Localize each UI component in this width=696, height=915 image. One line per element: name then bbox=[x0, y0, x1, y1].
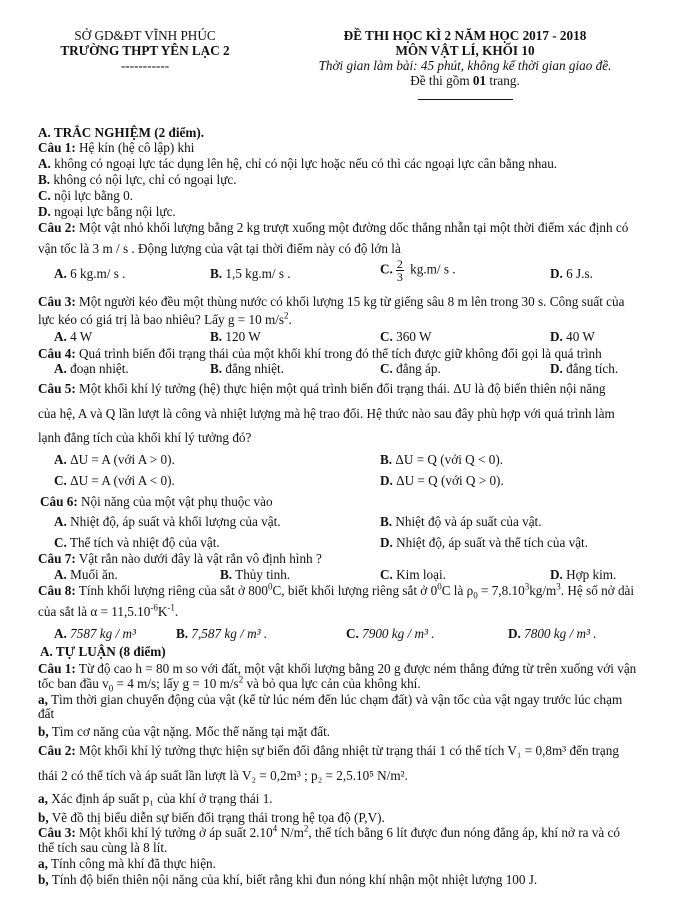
option-key: D. bbox=[508, 626, 521, 641]
q5-option-a bbox=[54, 452, 175, 467]
q3-option-c bbox=[380, 329, 431, 344]
essay-q3-text: N/m bbox=[277, 825, 304, 840]
part-key: b, bbox=[38, 810, 49, 825]
q1-option-c bbox=[38, 188, 133, 203]
superscript: 0 bbox=[437, 581, 442, 592]
q2-option-c bbox=[380, 258, 456, 283]
essay-q1-label: Câu 1: bbox=[38, 661, 76, 676]
option-text: ΔU = A (với A < 0). bbox=[66, 473, 175, 488]
q5-text-line1: Một khối khí lý tưởng (hệ) thực hiện một quá trình biến đổi trạng thái. ΔU là độ biến thiên nội năng bbox=[75, 381, 606, 396]
q2-option-a bbox=[54, 266, 125, 281]
option-key: D. bbox=[550, 361, 563, 376]
question-8 bbox=[38, 581, 635, 601]
option-text: 1,5 kg.m/ s . bbox=[222, 266, 291, 281]
q8-text: Tính khối lượng riêng của sắt ở 800 bbox=[75, 583, 268, 598]
part-text: Tìm cơ năng của vật nặng. Mốc thế năng tại mặt đất. bbox=[48, 724, 331, 739]
superscript: 2 bbox=[303, 823, 309, 834]
essay-q2-text: Một khối khí lý tưởng thực hiện sự biến đổi đẳng nhiệt từ trạng thái 1 có thể tích V₁ = 0,8m³ đến trạng bbox=[75, 743, 619, 758]
option-key: D. bbox=[550, 329, 563, 344]
q6-option-b bbox=[380, 514, 542, 529]
q3-label: Câu 3: bbox=[38, 294, 76, 309]
essay-q2-part-b bbox=[38, 810, 385, 825]
option-text: 6 J.s. bbox=[562, 266, 593, 281]
q7-option-b bbox=[220, 567, 290, 582]
q3-option-b bbox=[210, 329, 261, 344]
exam-pages bbox=[300, 73, 630, 88]
q8-text: . Hệ số nở dài bbox=[560, 583, 635, 598]
option-key: A. bbox=[54, 626, 67, 641]
q4-label: Câu 4: bbox=[38, 346, 76, 361]
option-key: C. bbox=[54, 473, 67, 488]
superscript: 0 bbox=[268, 581, 273, 592]
question-6 bbox=[40, 494, 273, 509]
subscript: 0 bbox=[108, 683, 114, 694]
option-key: A. bbox=[38, 156, 51, 171]
option-text: 4 W bbox=[66, 329, 93, 344]
part-text: Tính độ biến thiên nội năng của khí, biết rằng khi đun nóng khí nhận một nhiệt lượng 100 J. bbox=[48, 872, 538, 887]
q8-text: C là ρ bbox=[441, 583, 474, 598]
part-key: b, bbox=[38, 724, 49, 739]
part-key: a, bbox=[38, 856, 48, 871]
department-name: SỞ GD&ĐT VĨNH PHÚC bbox=[74, 28, 216, 43]
header-right bbox=[300, 28, 630, 103]
part-key: a, bbox=[38, 692, 48, 707]
superscript: 3 bbox=[556, 581, 561, 592]
q8-text: K bbox=[157, 604, 168, 619]
option-text: đẳng tích. bbox=[562, 361, 619, 376]
part-key: b, bbox=[38, 872, 49, 887]
option-key: B. bbox=[380, 452, 393, 467]
option-key: D. bbox=[380, 535, 393, 550]
question-4 bbox=[38, 346, 602, 361]
question-1 bbox=[38, 140, 194, 155]
option-key: A. bbox=[54, 329, 67, 344]
q3-text-end: . bbox=[288, 312, 292, 327]
q2-option-b bbox=[210, 266, 291, 281]
essay-q2-label: Câu 2: bbox=[38, 743, 76, 758]
q1-option-d bbox=[38, 204, 176, 219]
option-text: 6 kg.m/ s . bbox=[66, 266, 126, 281]
header-left bbox=[40, 28, 250, 73]
q8-option-c bbox=[346, 626, 435, 641]
essay-q3-text: , thể tích bằng 6 lít được đun nóng đẳng áp, khí nở ra và có bbox=[308, 825, 620, 840]
essay-q1-text: Từ độ cao h = 80 m so với đất, một vật khối lượng bằng 20 g được ném thẳng đứng từ trên xuống với vận bbox=[75, 661, 637, 676]
part-text: Tìm thời gian chuyển động của vật (kể từ lúc ném đến lúc chạm đất) và vận tốc của vật ngay trước lúc chạm bbox=[47, 692, 623, 707]
option-text: Nhiệt độ và áp suất của vật. bbox=[392, 514, 542, 529]
option-key: D. bbox=[380, 473, 393, 488]
superscript: -1 bbox=[167, 602, 175, 613]
essay-q3-part-a bbox=[38, 856, 216, 871]
q5-text-line2: của hệ, A và Q lần lượt là công và nhiệt lượng mà hệ trao đổi. Hệ thức nào sau đây phù hợp với quá trình làm bbox=[38, 406, 615, 421]
option-key: A. bbox=[54, 266, 67, 281]
q3-option-d bbox=[550, 329, 595, 344]
q7-text: Vật rắn nào dưới đây là vật rắn vô định hình ? bbox=[75, 551, 322, 566]
option-key: A. bbox=[54, 514, 67, 529]
q8-option-a bbox=[54, 626, 136, 641]
question-7 bbox=[38, 551, 322, 566]
q6-option-c bbox=[54, 535, 220, 550]
option-key: C. bbox=[38, 188, 51, 203]
option-key: C. bbox=[54, 535, 67, 550]
q6-option-d bbox=[380, 535, 588, 550]
option-text: không có nội lực, chỉ có ngoại lực. bbox=[50, 172, 237, 187]
q6-option-a bbox=[54, 514, 281, 529]
q8-text-line2 bbox=[38, 604, 178, 619]
option-text: Nhiệt độ, áp suất và thể tích của vật. bbox=[392, 535, 589, 550]
option-text: 7900 kg / m³ . bbox=[358, 626, 435, 641]
option-key: B. bbox=[210, 361, 223, 376]
essay-question-2 bbox=[38, 743, 619, 758]
option-key: B. bbox=[176, 626, 189, 641]
essay-q1-part-a-cont: đất bbox=[38, 706, 55, 721]
option-key: B. bbox=[210, 266, 223, 281]
q4-option-a bbox=[54, 361, 129, 376]
q7-option-c bbox=[380, 567, 446, 582]
option-key: B. bbox=[220, 567, 233, 582]
essay-question-1 bbox=[38, 661, 636, 676]
option-text: Nhiệt độ, áp suất và khối lượng của vật. bbox=[66, 514, 281, 529]
essay-q3-text: Một khối khí lý tưởng ở áp suất 2.10 bbox=[75, 825, 273, 840]
q1-label: Câu 1: bbox=[38, 140, 76, 155]
essay-q2-line2: thái 2 có thể tích và áp suất lần lượt là V₂ = 0,2m³ ; p₂ = 2,5.10⁵ N/m². bbox=[38, 768, 408, 783]
essay-q1-text: và bỏ qua lực cản của không khí. bbox=[243, 676, 421, 691]
q8-option-d bbox=[508, 626, 597, 641]
exam-title: ĐỀ THI HỌC KÌ 2 NĂM HỌC 2017 - 2018 bbox=[343, 28, 587, 43]
q5-option-b bbox=[380, 452, 503, 467]
exam-subject: MÔN VẬT LÍ, KHỐI 10 bbox=[395, 43, 535, 58]
part-key: a, bbox=[38, 791, 48, 806]
part-text: Vẽ đồ thị biểu diễn sự biến đổi trạng thái trong hệ tọa độ (P,V). bbox=[48, 810, 385, 825]
option-text: 360 W bbox=[392, 329, 432, 344]
option-text: Thể tích và nhiệt độ của vật. bbox=[66, 535, 220, 550]
q3-text-line2 bbox=[38, 312, 292, 327]
essay-q1-text: tốc ban đầu v bbox=[38, 676, 109, 691]
essay-q3-line2: thể tích sau cùng là 8 lít. bbox=[38, 840, 168, 855]
q7-option-d bbox=[550, 567, 616, 582]
option-key: A. bbox=[54, 567, 67, 582]
q1-option-a bbox=[38, 156, 557, 171]
essay-q3-label: Câu 3: bbox=[38, 825, 76, 840]
q6-text: Nội năng của một vật phụ thuộc vào bbox=[77, 494, 273, 509]
option-text: 7587 kg / m³ bbox=[66, 626, 136, 641]
option-text: đoạn nhiệt. bbox=[66, 361, 129, 376]
q8-text: của sắt là α = 11,5.10 bbox=[38, 604, 151, 619]
superscript: 3 bbox=[524, 581, 530, 592]
q7-option-a bbox=[54, 567, 118, 582]
option-text: ΔU = Q (với Q > 0). bbox=[392, 473, 504, 488]
subscript: 0 bbox=[473, 590, 478, 601]
part-text: Tính công mà khí đã thực hiện. bbox=[47, 856, 216, 871]
q4-option-b bbox=[210, 361, 284, 376]
section-b-heading: A. TỰ LUẬN (8 điểm) bbox=[40, 644, 166, 659]
essay-q1-text: = 4 m/s; lấy g = 10 m/s bbox=[113, 676, 239, 691]
option-key: C. bbox=[380, 261, 393, 277]
option-key: A. bbox=[54, 452, 67, 467]
q3-text: lực kéo có giá trị là bao nhiêu? Lấy g = 10 m/s bbox=[38, 312, 285, 327]
option-text: 120 W bbox=[222, 329, 261, 344]
superscript: 4 bbox=[272, 823, 278, 834]
q2-text-line2: vận tốc là 3 m / s . Động lượng của vật tại thời điểm này có độ lớn là bbox=[38, 241, 401, 256]
q5-option-d bbox=[380, 473, 504, 488]
q8-label: Câu 8: bbox=[38, 583, 76, 598]
option-text: 40 W bbox=[562, 329, 595, 344]
part-text: Xác định áp suất p₁ của khí ở trạng thái 1. bbox=[47, 791, 273, 806]
option-key: C. bbox=[380, 361, 393, 376]
exam-time-note: Thời gian làm bài: 45 phút, không kể thời gian giao đề. bbox=[318, 58, 612, 73]
option-key: D. bbox=[550, 266, 563, 281]
option-key: A. bbox=[54, 361, 67, 376]
option-text: 7,587 kg / m³ . bbox=[188, 626, 268, 641]
q2-label: Câu 2: bbox=[38, 220, 76, 235]
essay-q1-line2 bbox=[38, 674, 421, 694]
option-text: ΔU = A (với A > 0). bbox=[66, 452, 175, 467]
q2-text-line1: Một vật nhỏ khối lượng bằng 2 kg trượt xuống một đường dốc thẳng nhẵn tại một thời điểm xác định có bbox=[75, 220, 629, 235]
option-key: C. bbox=[346, 626, 359, 641]
q5-label: Câu 5: bbox=[38, 381, 76, 396]
option-text: nội lực bằng 0. bbox=[50, 188, 134, 203]
superscript: 2 bbox=[238, 674, 244, 685]
q8-text: C, biết khối lượng riêng sắt ở 0 bbox=[272, 583, 438, 598]
option-text: đẳng nhiệt. bbox=[222, 361, 284, 376]
q4-text: Quá trình biến đổi trạng thái của một khối khí trong đó thể tích được giữ không đổi gọi là quá trình bbox=[75, 346, 602, 361]
question-5 bbox=[38, 381, 605, 396]
option-text: Kim loại. bbox=[392, 567, 446, 582]
option-text: ngoại lực bằng nội lực. bbox=[50, 204, 176, 219]
header-right-rule bbox=[300, 88, 630, 103]
option-key: C. bbox=[380, 329, 393, 344]
option-key: D. bbox=[38, 204, 51, 219]
q5-text-line3: lạnh đẳng tích của khối khí lý tưởng đó? bbox=[38, 430, 252, 445]
option-text: không có ngoại lực tác dụng lên hệ, chỉ có nội lực hoặc nếu có thì các ngoại lực cân bằng nhau. bbox=[50, 156, 558, 171]
essay-q2-part-a bbox=[38, 791, 273, 806]
q1-text: Hệ kín (hệ cô lập) khi bbox=[75, 140, 195, 155]
q3-text-line1: Một người kéo đều một thùng nước có khối lượng 15 kg từ giếng sâu 8 m lên trong 30 s. Công suất của bbox=[75, 294, 625, 309]
pages-count: 01 bbox=[472, 73, 487, 88]
essay-q3-part-b bbox=[38, 872, 537, 887]
fraction-denominator: 3 bbox=[396, 270, 403, 284]
q6-label: Câu 6: bbox=[40, 494, 78, 509]
question-3 bbox=[38, 294, 624, 309]
essay-q1-part-a bbox=[38, 692, 622, 707]
option-text: đẳng áp. bbox=[392, 361, 441, 376]
option-text: 7800 kg / m³ . bbox=[520, 626, 597, 641]
q8-text: . bbox=[174, 604, 179, 619]
header-left-rule: ----------- bbox=[120, 58, 170, 73]
option-text: Muối ăn. bbox=[66, 567, 118, 582]
q4-option-d bbox=[550, 361, 618, 376]
q2-option-d bbox=[550, 266, 593, 281]
q5-option-c bbox=[54, 473, 175, 488]
option-text: kg.m/ s . bbox=[406, 261, 456, 277]
option-key: B. bbox=[38, 172, 51, 187]
option-key: C. bbox=[380, 567, 393, 582]
pages-prefix: Đề thi gồm bbox=[410, 73, 473, 88]
option-text: Hợp kim. bbox=[562, 567, 617, 582]
option-key: D. bbox=[550, 567, 563, 582]
fraction bbox=[396, 258, 404, 283]
essay-question-3 bbox=[38, 825, 620, 840]
q8-text: = 7,8.10 bbox=[477, 583, 525, 598]
q1-option-b bbox=[38, 172, 237, 187]
school-name: TRƯỜNG THPT YÊN LẠC 2 bbox=[60, 43, 230, 58]
section-a-heading: A. TRẮC NGHIỆM (2 điểm). bbox=[38, 125, 205, 140]
pages-suffix: trang. bbox=[486, 73, 520, 88]
superscript: -6 bbox=[150, 602, 158, 613]
q3-option-a bbox=[54, 329, 92, 344]
q8-text: kg/m bbox=[529, 583, 557, 598]
q8-option-b bbox=[176, 626, 267, 641]
q4-option-c bbox=[380, 361, 441, 376]
option-key: B. bbox=[210, 329, 223, 344]
superscript: 2 bbox=[284, 310, 289, 321]
q7-label: Câu 7: bbox=[38, 551, 76, 566]
question-2 bbox=[38, 220, 628, 235]
fraction-numerator: 2 bbox=[396, 257, 403, 271]
option-text: Thủy tinh. bbox=[232, 567, 291, 582]
option-text: ΔU = Q (với Q < 0). bbox=[392, 452, 504, 467]
option-key: B. bbox=[380, 514, 393, 529]
essay-q1-part-b bbox=[38, 724, 330, 739]
